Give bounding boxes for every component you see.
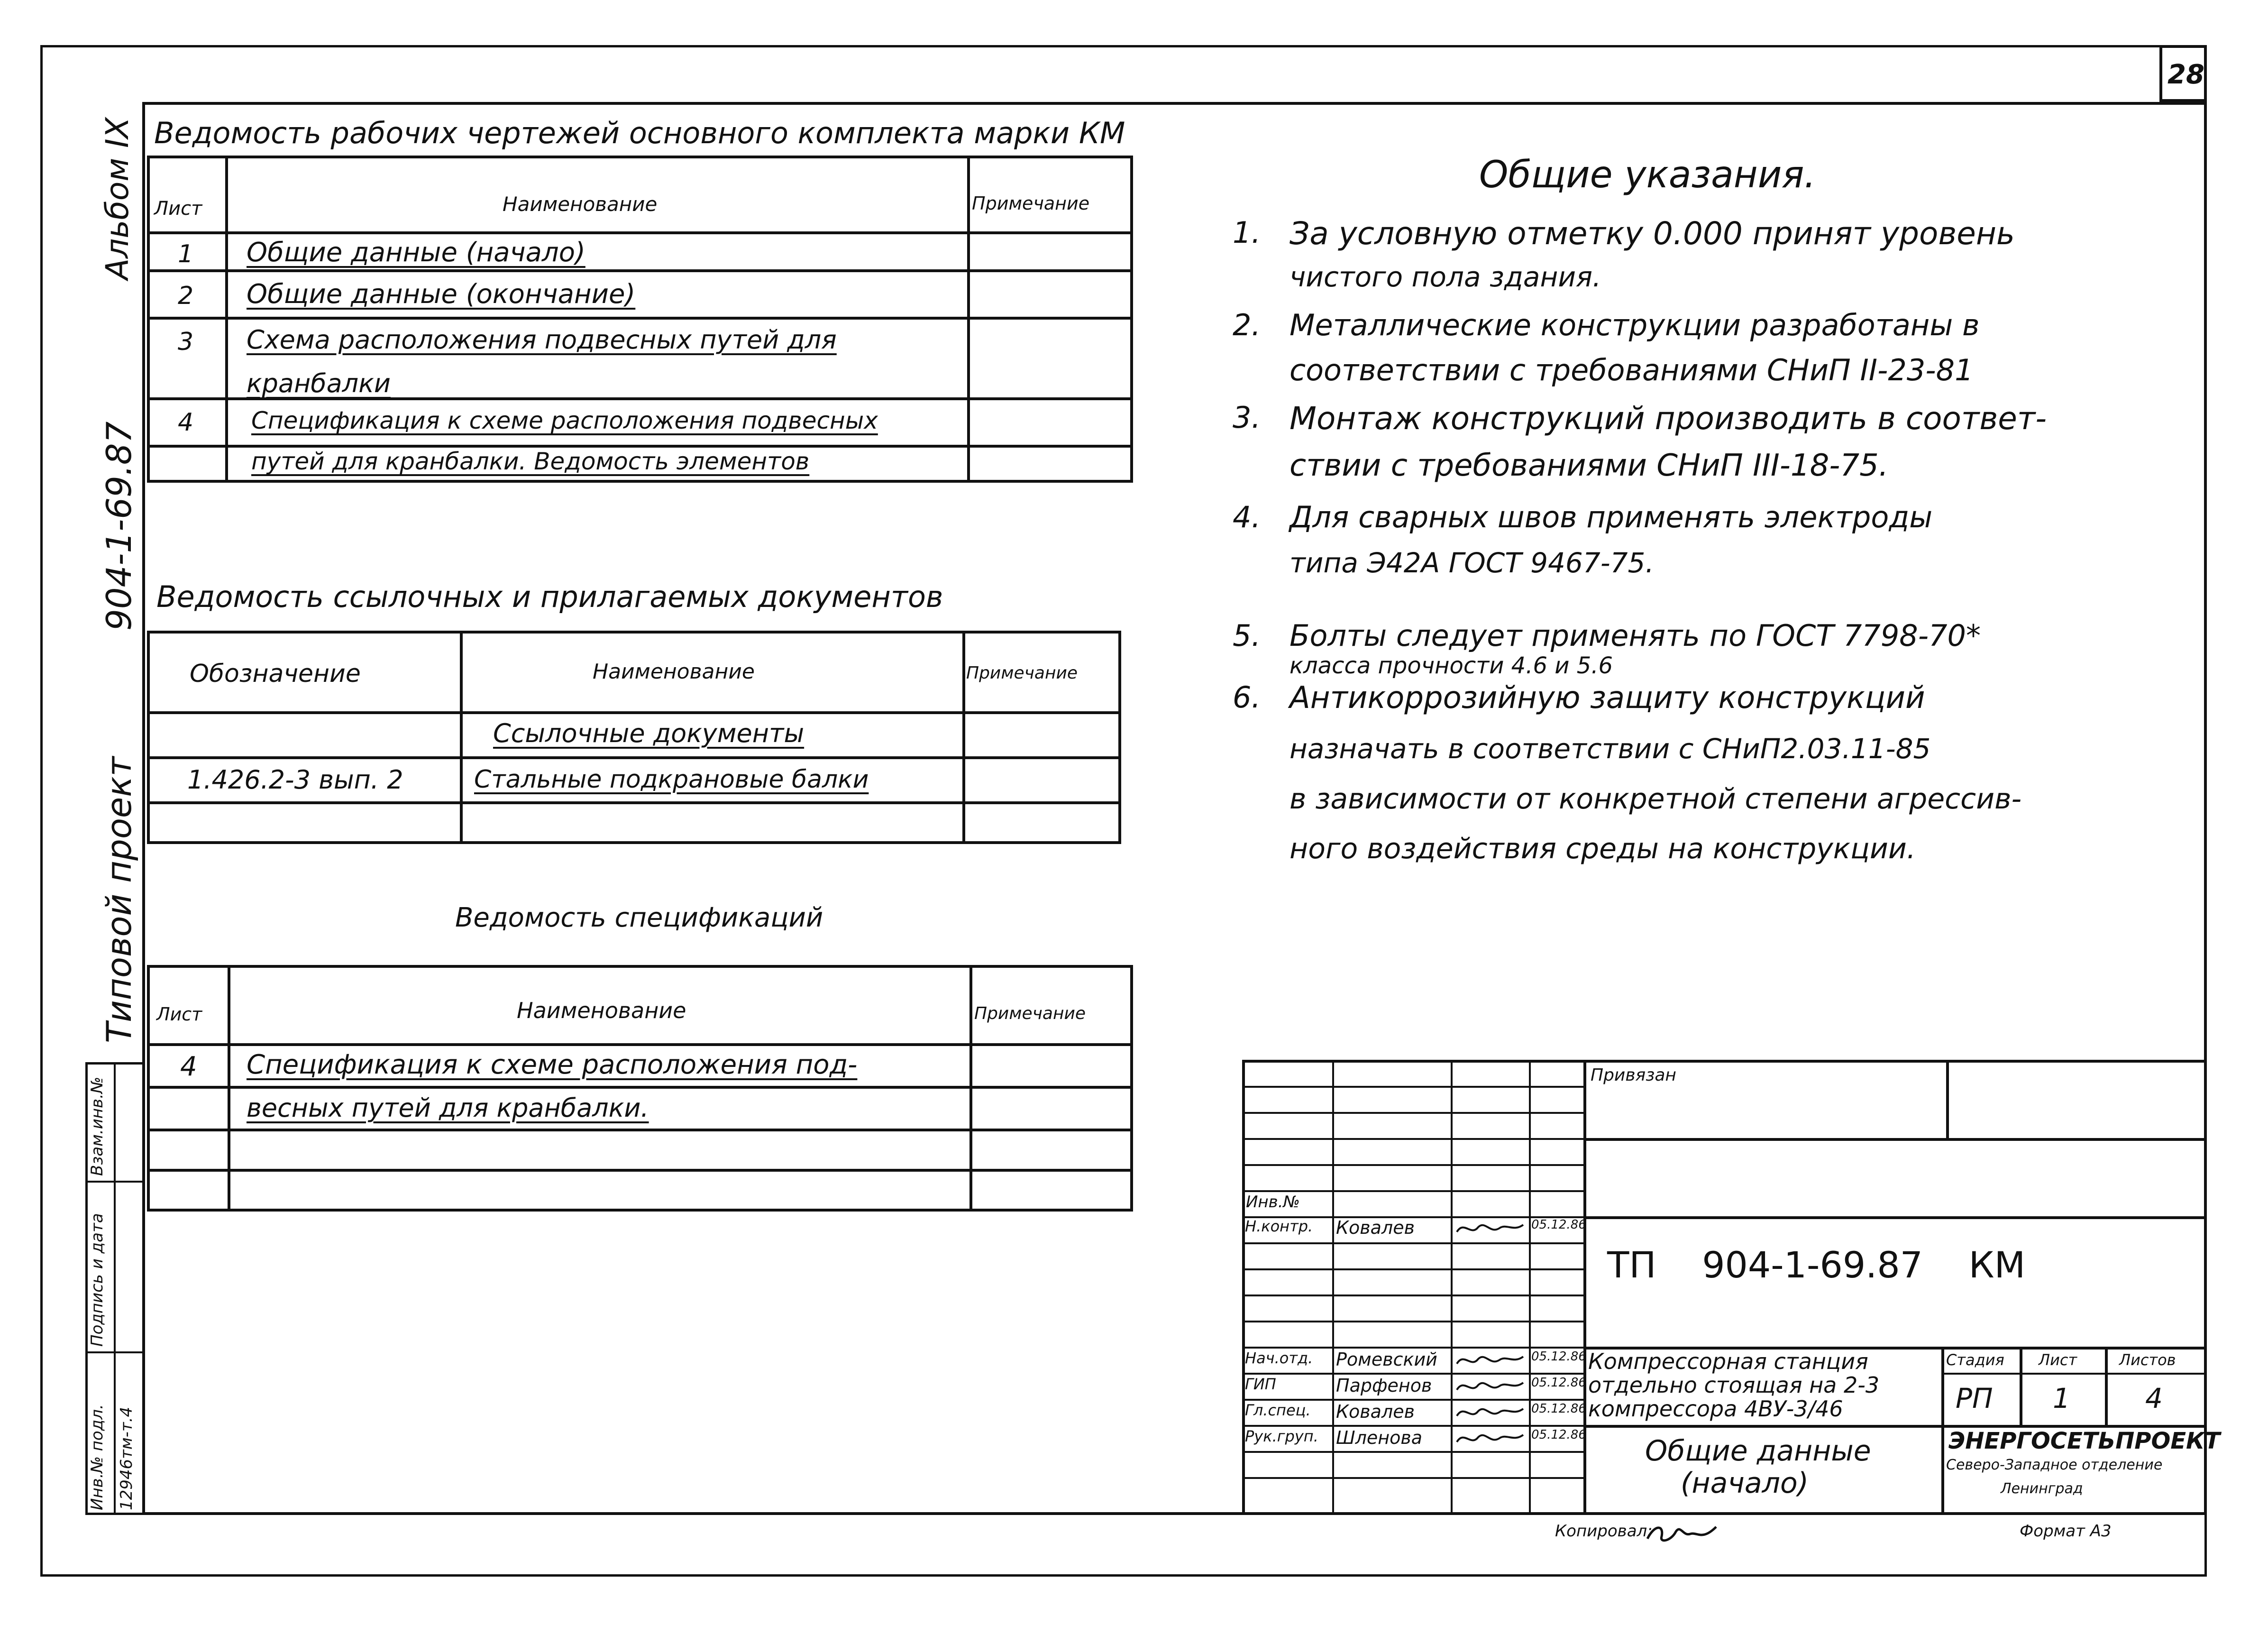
- note-line: Металлические конструкции разработаны в: [1289, 308, 1980, 342]
- note-line: соответствии с требованиями СНиП II-23-81: [1289, 353, 1974, 387]
- signature-date: 05.12.86: [1531, 1350, 1586, 1364]
- signature-role: ГИП: [1245, 1375, 1276, 1393]
- inv-label: Инв.№: [1246, 1193, 1300, 1212]
- table1-row-name: кранбалки: [247, 368, 391, 398]
- table3-row-name: Спецификация к схеме расположения под-: [247, 1049, 858, 1080]
- handwritten-signature: [1454, 1376, 1526, 1397]
- stamp-inv-value: 12946тм-т.4: [117, 1406, 136, 1510]
- note-number: 2.: [1233, 308, 1261, 342]
- side-code-label: 904-1-69.87: [99, 421, 139, 631]
- note-number: 5.: [1233, 618, 1261, 653]
- privyazan-label: Привязан: [1591, 1065, 1676, 1085]
- table2-header-note: Примечание: [966, 663, 1078, 683]
- object-line: отдельно стоящая на 2-3: [1588, 1372, 1880, 1398]
- handwritten-signature: [1454, 1350, 1526, 1371]
- note-number: 1.: [1233, 215, 1261, 250]
- stamp-sign-date: Подпись и дата: [88, 1213, 107, 1347]
- table1-row-name: Общие данные (окончание): [247, 279, 636, 310]
- table3-title: Ведомость спецификаций: [455, 902, 823, 933]
- table1-row-sheet: 4: [178, 408, 194, 437]
- org-division: Северо-Западное отделение: [1946, 1457, 2163, 1473]
- table1-row-name: Общие данные (начало): [247, 237, 585, 268]
- signature-name: Ковалев: [1336, 1401, 1415, 1422]
- note-line: класса прочности 4.6 и 5.6: [1289, 652, 1613, 679]
- sheet-label: Лист: [2039, 1351, 2077, 1369]
- note-line: Болты следует применять по ГОСТ 7798-70*: [1289, 618, 1981, 653]
- format-label: Формат А3: [2020, 1522, 2112, 1541]
- table1-header-note: Примечание: [972, 193, 1090, 214]
- note-line: За условную отметку 0.000 принят уровень: [1289, 215, 2015, 252]
- object-line: компрессора 4ВУ-3/46: [1588, 1396, 1843, 1422]
- table2-header-name: Наименование: [593, 660, 755, 684]
- note-number: 3.: [1233, 400, 1261, 435]
- handwritten-signature: [1454, 1218, 1526, 1239]
- note-number: 6.: [1233, 680, 1261, 715]
- table2-header-code: Обозначение: [190, 660, 361, 688]
- table1-header-sheet: Лист: [154, 198, 202, 220]
- note-line: в зависимости от конкретной степени агрессив-: [1289, 782, 2022, 816]
- handwritten-signature: [1454, 1428, 1526, 1449]
- signature-name: Ковалев: [1336, 1217, 1415, 1238]
- table2-row-code: 1.426.2-3 вып. 2: [187, 765, 403, 795]
- note-line: Антикоррозийную защиту конструкций: [1289, 680, 1925, 716]
- notes-title: Общие указания.: [1479, 154, 1816, 196]
- note-line: ствии с требованиями СНиП III-18-75.: [1289, 448, 1889, 483]
- sheets-label: Листов: [2119, 1351, 2176, 1369]
- copier-signature: [1645, 1515, 1721, 1548]
- table1-row-sheet: 1: [178, 240, 194, 268]
- note-line: Для сварных швов применять электроды: [1289, 500, 1933, 534]
- table3-header-note: Примечание: [974, 1004, 1086, 1023]
- note-line: типа Э42А ГОСТ 9467-75.: [1289, 547, 1654, 579]
- doc-code: ТП 904-1-69.87 КМ: [1607, 1244, 2026, 1286]
- org-name: ЭНЕРГОСЕТЬПРОЕКТ: [1948, 1428, 2221, 1454]
- table1-row-sheet: 3: [178, 328, 194, 356]
- signature-name: Шленова: [1336, 1427, 1423, 1448]
- table2-row-name: Стальные подкрановые балки: [474, 765, 869, 794]
- note-line: Монтаж конструкций производить в соответ-: [1289, 400, 2047, 437]
- table1-row-name: Схема расположения подвесных путей для: [247, 325, 837, 355]
- table1-row-sheet: 2: [178, 282, 194, 310]
- table1-header-name: Наименование: [503, 193, 658, 216]
- signature-role: Нач.отд.: [1245, 1349, 1313, 1367]
- handwritten-signature: [1454, 1402, 1526, 1423]
- side-album-label: Альбом IX: [99, 117, 136, 280]
- signature-name: Парфенов: [1336, 1375, 1432, 1396]
- signature-date: 05.12.86: [1531, 1218, 1586, 1232]
- signature-date: 05.12.86: [1531, 1402, 1586, 1416]
- table3-header-sheet: Лист: [156, 1004, 202, 1025]
- table3-row-name: весных путей для кранбалки.: [247, 1093, 649, 1123]
- stage-value: РП: [1956, 1382, 1993, 1414]
- table1-row-name: путей для кранбалки. Ведомость элементов: [251, 448, 810, 475]
- signature-date: 05.12.86: [1531, 1376, 1586, 1390]
- note-line: чистого пола здания.: [1289, 261, 1601, 293]
- table1-row-name: Спецификация к схеме расположения подвесных: [251, 407, 878, 434]
- note-line: ного воздействия среды на конструкции.: [1289, 832, 1916, 865]
- table2-section: Ссылочные документы: [493, 718, 805, 748]
- drawing-title: Общие данные: [1645, 1434, 1871, 1468]
- table3-row-sheet: 4: [180, 1051, 197, 1082]
- table1-title: Ведомость рабочих чертежей основного комплекта марки КМ: [154, 116, 1125, 150]
- drawing-title: (начало): [1681, 1467, 1809, 1500]
- side-project-label: Типовой проект: [99, 756, 139, 1043]
- stamp-inv-orig: Инв.№ подл.: [88, 1404, 107, 1510]
- signature-role: Рук.груп.: [1245, 1427, 1318, 1445]
- object-line: Компрессорная станция: [1588, 1349, 1868, 1374]
- signature-role: Н.контр.: [1245, 1217, 1313, 1235]
- note-line: назначать в соответствии с СНиП2.03.11-85: [1289, 733, 1931, 765]
- org-city: Ленинград: [2001, 1480, 2083, 1497]
- table2-title: Ведомость ссылочных и прилагаемых документов: [156, 579, 943, 614]
- stamp-inv-replace: Взам.инв.№: [88, 1076, 107, 1176]
- note-number: 4.: [1233, 500, 1261, 534]
- table3-header-name: Наименование: [517, 998, 686, 1023]
- sheet-number: 28: [2167, 59, 2204, 90]
- signature-role: Гл.спец.: [1245, 1401, 1311, 1419]
- sheets-value: 4: [2145, 1382, 2163, 1414]
- signature-name: Ромевский: [1336, 1349, 1437, 1370]
- signature-date: 05.12.86: [1531, 1428, 1586, 1442]
- stage-label: Стадия: [1946, 1351, 2004, 1369]
- copied-label: Копировал:: [1555, 1522, 1653, 1541]
- sheet-value: 1: [2053, 1382, 2070, 1414]
